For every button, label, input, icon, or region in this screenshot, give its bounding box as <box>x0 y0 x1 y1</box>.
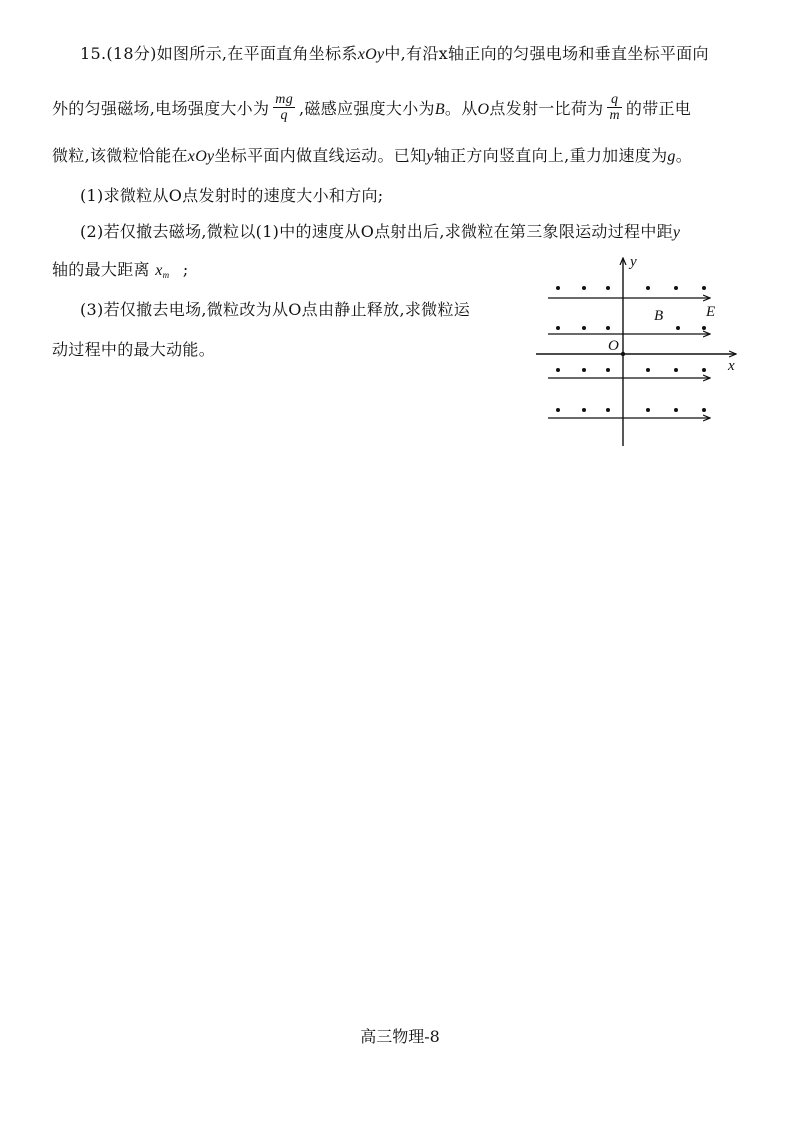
fraction-numerator: mg <box>275 92 294 107</box>
text-segment: 外的匀强磁场,电场强度大小为 <box>52 99 270 118</box>
magnetic-field-dots <box>556 286 706 412</box>
question-3-text: 动过程中的最大动能。 <box>52 340 216 359</box>
text-segment: ; <box>182 260 189 279</box>
magnetic-field-label: B <box>654 308 664 324</box>
page-footer: 高三物理-8 <box>360 1027 440 1046</box>
xm-symbol <box>155 262 169 279</box>
question-1-text: (1)求微粒从O点发射时的速度大小和方向; <box>80 186 384 205</box>
text-segment: 。 <box>675 146 692 165</box>
question-2-line-1 <box>80 220 680 245</box>
origin-point <box>621 352 625 356</box>
fraction-denominator: q <box>280 108 288 123</box>
electric-field-label: E <box>706 304 716 320</box>
y-axis-label: y <box>630 254 637 270</box>
field-strength-fraction <box>273 92 295 123</box>
problem-line-3 <box>52 144 692 169</box>
text-segment: 轴正方向竖直向上,重力加速度为 <box>433 146 668 165</box>
field-diagram <box>532 252 742 448</box>
question-3-line-2 <box>52 338 215 362</box>
fraction-numerator: q <box>607 92 621 108</box>
question-3-line-1 <box>80 298 470 322</box>
x-axis-label: x <box>728 358 735 374</box>
coordinate-system-label: xOy <box>357 46 385 63</box>
fraction-denominator: m <box>609 108 620 123</box>
text-segment: 。从 <box>444 99 478 118</box>
variable-o: O <box>477 101 490 118</box>
variable-g: g <box>667 148 676 165</box>
text-segment: 坐标平面内做直线运动。已知 <box>214 146 427 165</box>
charge-mass-ratio-fraction <box>607 92 621 123</box>
text-segment: 微粒,该微粒恰能在 <box>52 146 188 165</box>
question-2-text: (2)若仅撤去磁场,微粒以(1)中的速度从O点射出后,求微粒在第三象限运动过程中距 <box>80 222 673 241</box>
problem-line-1 <box>80 42 709 67</box>
variable-y: y <box>672 224 681 241</box>
xm-subscript: m <box>162 270 170 280</box>
text-segment: 的带正电 <box>625 99 692 118</box>
text-segment: 中,有沿x轴正向的匀强电场和垂直坐标平面向 <box>384 44 709 63</box>
problem-line-2 <box>52 94 691 125</box>
variable-b: B <box>434 101 445 118</box>
text-segment: 15.(18分)如图所示,在平面直角坐标系 <box>80 44 358 63</box>
question-1 <box>80 184 383 208</box>
variable-y: y <box>426 148 434 165</box>
origin-label: O <box>608 338 619 354</box>
question-2-line-2 <box>52 258 189 287</box>
coordinate-system-label: xOy <box>187 148 215 165</box>
text-segment: 点发射一比荷为 <box>489 99 604 118</box>
xm-main: x <box>155 262 163 279</box>
text-segment: ,磁感应强度大小为 <box>299 99 435 118</box>
question-3-text: (3)若仅撤去电场,微粒改为从O点由静止释放,求微粒运 <box>80 300 471 319</box>
question-2-text: 轴的最大距离 <box>52 260 150 279</box>
